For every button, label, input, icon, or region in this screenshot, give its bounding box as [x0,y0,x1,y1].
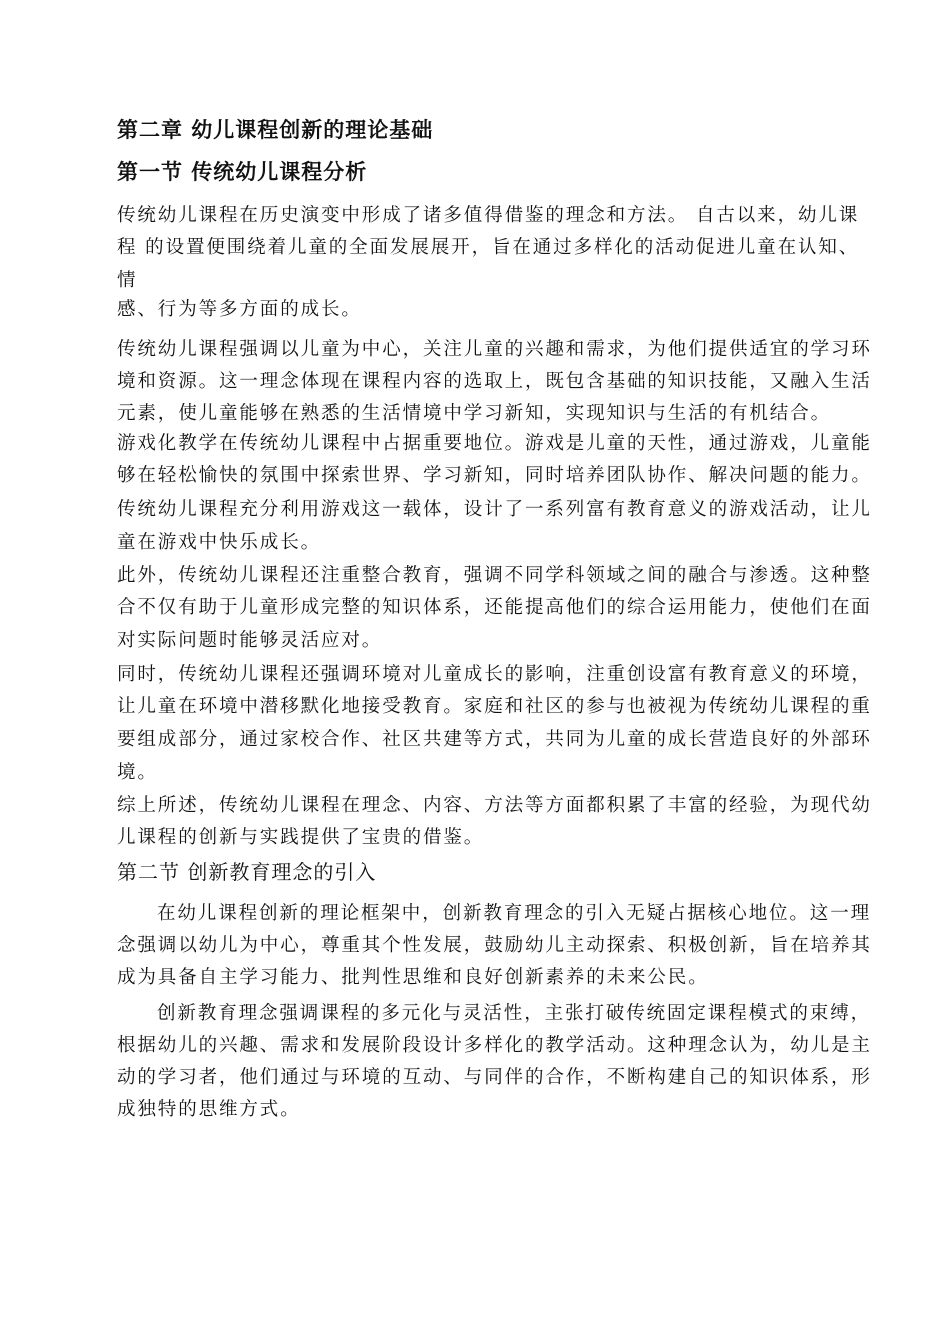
text-line: 根据幼儿的兴趣、需求和发展阶段设计多样化的教学活动。这种理念认为，幼儿是主 [117,1035,872,1056]
text-line: 让儿童在环境中潜移默化地接受教育。家庭和社区的参与也被视为传统幼儿课程的重 [117,696,872,717]
text-line: 合不仅有助于儿童形成完整的知识体系，还能提高他们的综合运用能力，使他们在面 [117,597,872,618]
text-line: 念强调以幼儿为中心，尊重其个性发展，鼓励幼儿主动探索、积极创新，旨在培养其 [117,935,872,956]
text-line: 境和资源。这一理念体现在课程内容的选取上，既包含基础的知识技能，又融入生活 [117,371,872,392]
text-line: 此外，传统幼儿课程还注重整合教育，强调不同学科领域之间的融合与渗透。这种整 [117,565,872,586]
section-title: 第二节 创新教育理念的引入 [117,860,377,884]
text-line: 在幼儿课程创新的理论框架中，创新教育理念的引入无疑占据核心地位。这一理 [157,903,872,924]
text-line: 游戏化教学在传统幼儿课程中占据重要地位。游戏是儿童的天性，通过游戏，儿童能 [117,433,872,454]
text-line: 传统幼儿课程在历史演变中形成了诸多值得借鉴的理念和方法。 自古以来，幼儿课 [117,205,860,226]
text-line: 元素，使儿童能够在熟悉的生活情境中学习新知，实现知识与生活的有机结合。 [117,403,832,424]
text-line: 要组成部分，通过家校合作、社区共建等方式，共同为儿童的成长营造良好的外部环 [117,729,872,750]
text-line: 动的学习者，他们通过与环境的互动、与同伴的合作，不断构建自己的知识体系，形 [117,1067,872,1088]
text-line: 创新教育理念强调课程的多元化与灵活性，主张打破传统固定课程模式的束缚， [157,1003,872,1024]
text-line: 成独特的思维方式。 [117,1099,301,1120]
text-line: 情 [117,270,138,291]
text-line: 综上所述，传统幼儿课程在理念、内容、方法等方面都积累了丰富的经验，为现代幼 [117,795,872,816]
section-title: 第一节 传统幼儿课程分析 [117,160,368,184]
text-line: 传统幼儿课程强调以儿童为中心，关注儿童的兴趣和需求，为他们提供适宜的学习环 [117,339,872,360]
text-line: 传统幼儿课程充分利用游戏这一载体，设计了一系列富有教育意义的游戏活动，让儿 [117,499,872,520]
text-line: 儿课程的创新与实践提供了宝贵的借鉴。 [117,827,485,848]
text-line: 同时，传统幼儿课程还强调环境对儿童成长的影响，注重创设富有教育意义的环境， [117,664,872,685]
text-line: 程 的设置便围绕着儿童的全面发展展开，旨在通过多样化的活动促进儿童在认知、 [117,237,860,258]
text-line: 感、行为等多方面的成长。 [117,299,362,320]
text-line: 境。 [117,762,158,783]
text-line: 成为具备自主学习能力、批判性思维和良好创新素养的未来公民。 [117,967,709,988]
text-line: 对实际问题时能够灵活应对。 [117,630,383,651]
text-line: 童在游戏中快乐成长。 [117,532,322,553]
text-line: 够在轻松愉快的氛围中探索世界、学习新知，同时培养团队协作、解决问题的能力。 [117,465,872,486]
chapter-title: 第二章 幼儿课程创新的理论基础 [117,118,434,142]
